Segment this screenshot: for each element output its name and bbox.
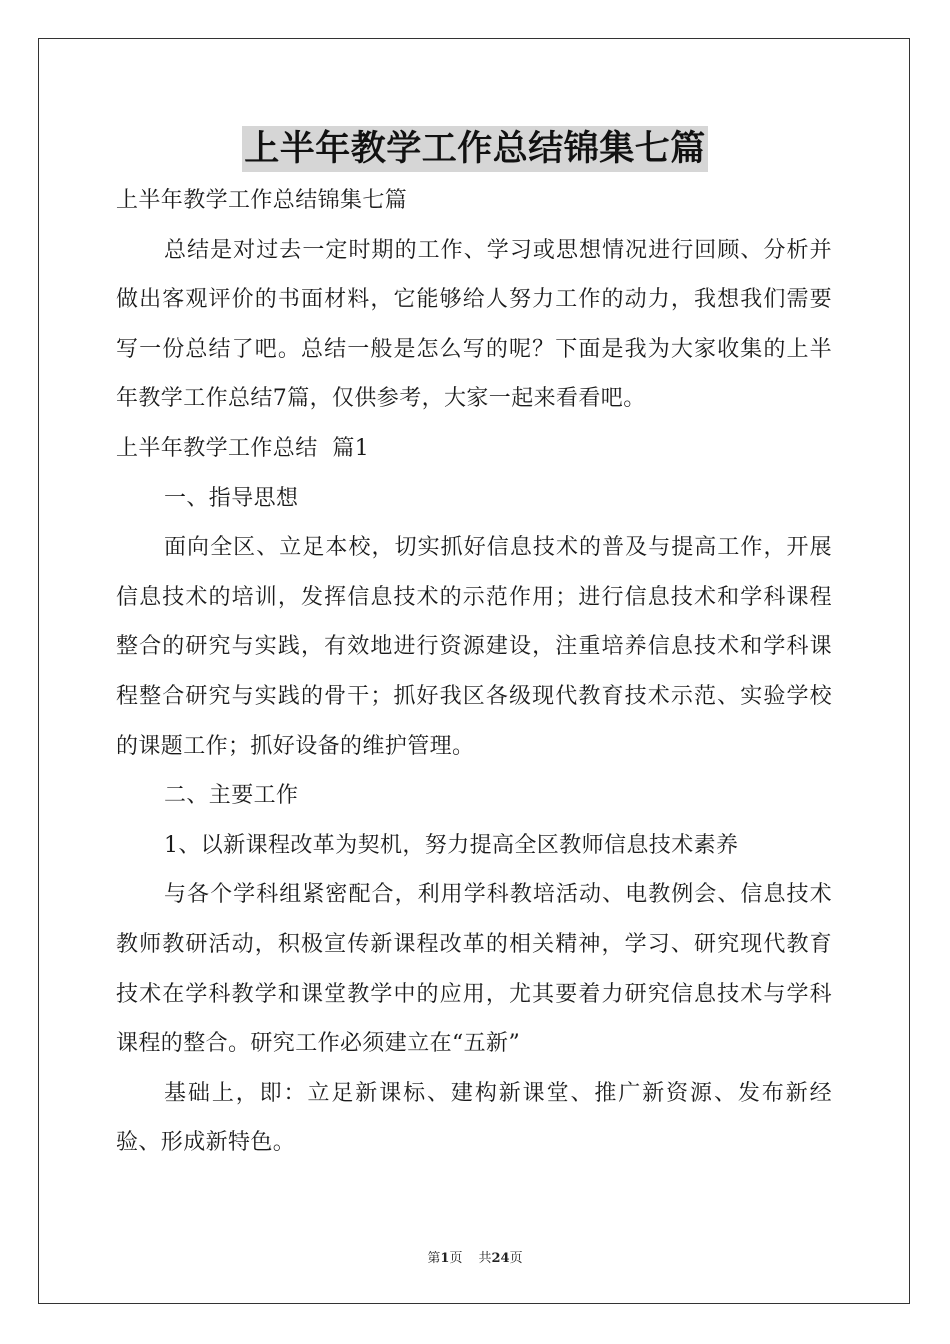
total-prefix: 共 [478, 1251, 492, 1266]
page-prefix: 第 [427, 1251, 441, 1266]
subheading: 一、指导思想 [164, 485, 299, 511]
paragraph: 面向全区、立足本校，切实抓好信息技术的普及与提高工作，开展信息技术的培训，发挥信息技术的示范作用；进行信息技术和学科课程整合的研究与实践，有效地进行资源建设，注重培养信息技术和学科课程整合研究与实践的骨干；抓好我区各级现代教育技术示范、实验学校的课题工作；抓好设备的维护管理。 [116, 535, 832, 759]
page-footer [0, 1247, 950, 1266]
paragraph: 上半年教学工作总结锦集七篇 [116, 188, 408, 213]
total-suffix: 页 [509, 1251, 523, 1266]
document-body [116, 176, 832, 1168]
current-page-number: 1 [440, 1251, 450, 1266]
paragraph: 1、以新课程改革为契机，努力提高全区教师信息技术素养 [164, 832, 739, 858]
total-page-count: 24 [491, 1251, 510, 1266]
document-title: 上半年教学工作总结锦集七篇 [242, 126, 708, 172]
page-suffix: 页 [449, 1251, 463, 1266]
paragraph: 总结是对过去一定时期的工作、学习或思想情况进行回顾、分析并做出客观评价的书面材料，它能够给人努力工作的动力，我想我们需要写一份总结了吧。总结一般是怎么写的呢？下面是我为大家收集的上半年教学工作总结7篇，仅供参考，大家一起来看看吧。 [116, 237, 832, 412]
subheading: 二、主要工作 [164, 783, 299, 809]
paragraph: 与各个学科组紧密配合，利用学科教培活动、电教例会、信息技术教师教研活动，积极宣传新课程改革的相关精神，学习、研究现代教育技术在学科教学和课堂教学中的应用，尤其要着力研究信息技术与学科课程的整合。研究工作必须建立在“五新” [116, 882, 832, 1057]
section-heading: 上半年教学工作总结 篇1 [116, 435, 370, 461]
paragraph: 基础上，即：立足新课标、建构新课堂、推广新资源、发布新经验、形成新特色。 [116, 1080, 832, 1156]
title-container [0, 126, 950, 172]
